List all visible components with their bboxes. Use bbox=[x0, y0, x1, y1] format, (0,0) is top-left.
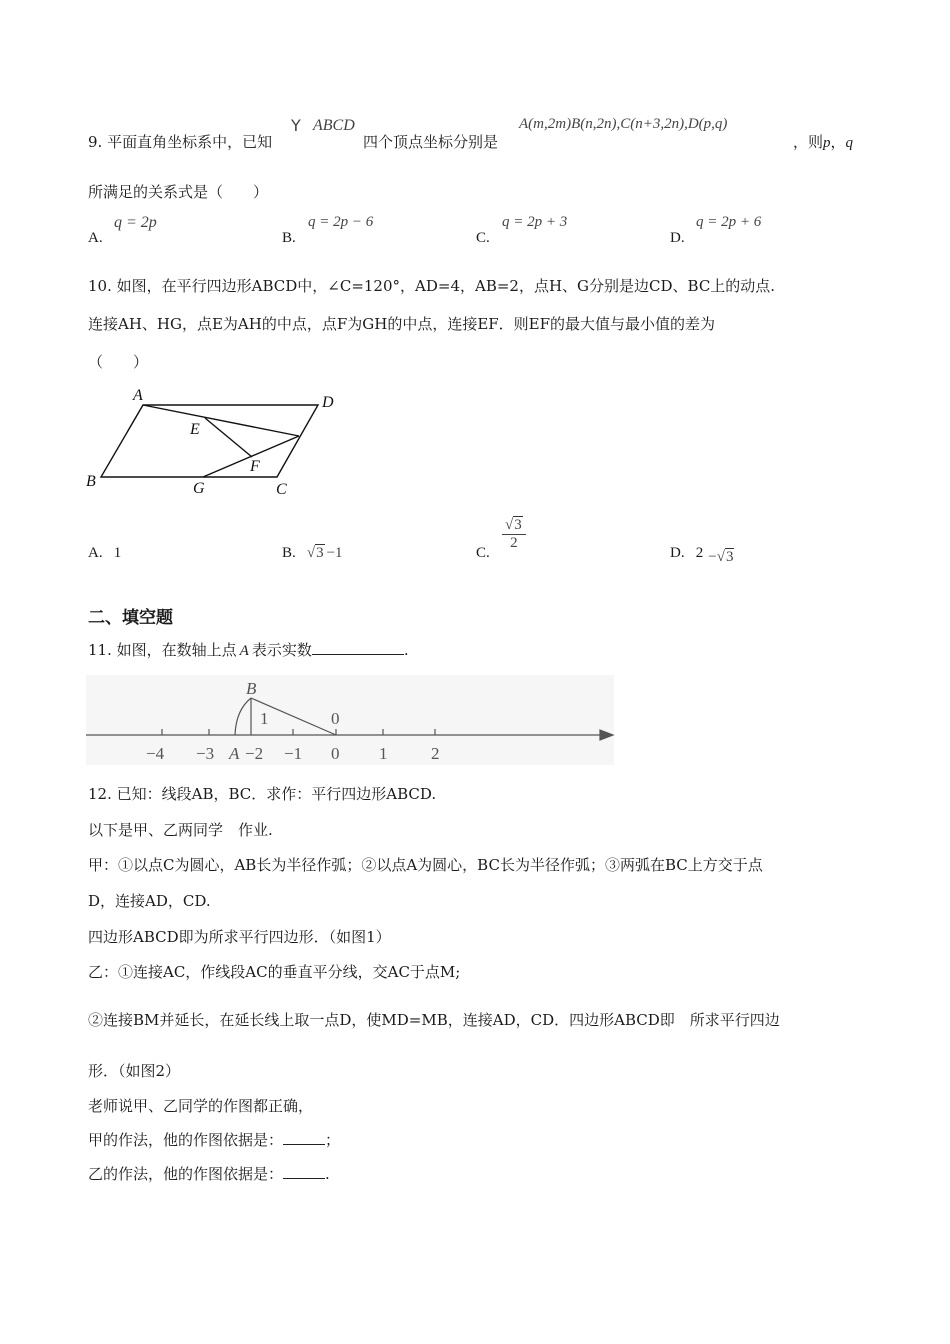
q12-line2: 以下是甲、乙两同学 作业. bbox=[88, 821, 273, 839]
q9-option-b-label: B. bbox=[282, 230, 296, 246]
svg-text:−1: −1 bbox=[284, 744, 303, 763]
q12-line4: D，连接AD，CD. bbox=[88, 892, 211, 910]
q11-line: 11. 如图，在数轴上点 A 表示实数 . bbox=[88, 641, 409, 659]
svg-text:−2: −2 bbox=[245, 744, 264, 763]
svg-text:B: B bbox=[246, 679, 257, 698]
label-f: F bbox=[250, 458, 260, 475]
q12-line11: 乙的作法，他的作图依据是： . bbox=[88, 1165, 330, 1183]
q10-option-c-num-root: 3 bbox=[514, 517, 522, 533]
svg-text:−3: −3 bbox=[196, 744, 215, 763]
label-e: E bbox=[190, 421, 200, 438]
q9-option-a-value: q = 2p bbox=[114, 214, 157, 231]
svg-text:1: 1 bbox=[260, 709, 269, 728]
q10-line1-text: 如图，在平行四边形ABCD中，∠C=120°，AD=4，AB=2，点H、G分别是边CD、BC上的动点. bbox=[116, 277, 776, 295]
q10-option-d-prefix: 2 bbox=[695, 545, 704, 561]
q12-line1: 12. 已知：线段AB，BC．求作：平行四边形ABCD. bbox=[88, 785, 437, 803]
q10-option-a-value: 1 bbox=[113, 545, 122, 561]
q12-line7: ②连接BM并延长，在延长线上取一点D，使MD=MB，连接AD，CD．四边形ABCD即 所求平行四边 bbox=[88, 1011, 780, 1029]
svg-text:−4: −4 bbox=[146, 744, 165, 763]
label-b: B bbox=[86, 473, 96, 490]
q10-option-b-suffix: −1 bbox=[326, 545, 343, 561]
q10-option-d-root: 3 bbox=[725, 549, 734, 565]
q9-var-p: p bbox=[823, 135, 831, 151]
q9-number: 9. bbox=[88, 133, 103, 151]
q10-option-d-label: D. bbox=[670, 545, 685, 561]
q9-shape-name: ABCD bbox=[313, 117, 355, 134]
q10-option-b[interactable]: B. √3 −1 bbox=[282, 545, 343, 561]
q9-text-part1: 平面直角坐标系中，已知 bbox=[107, 133, 273, 151]
section-2-title: 二、填空题 bbox=[88, 608, 173, 628]
q9-option-c-value: q = 2p + 3 bbox=[502, 214, 568, 230]
q9-option-c-label: C. bbox=[476, 230, 490, 246]
q10-option-c-label: C. bbox=[476, 545, 490, 561]
q9-coordinates: A(m,2m)B(n,2n),C(n+3,2n),D(p,q) bbox=[519, 116, 728, 132]
q10-option-a-label: A. bbox=[88, 545, 103, 561]
q12-answer-blank-jia[interactable] bbox=[283, 1130, 325, 1145]
q10-option-b-root: 3 bbox=[316, 545, 324, 561]
q9-var-q: q bbox=[845, 135, 854, 151]
q9-option-a-label: A. bbox=[88, 230, 103, 246]
q10-option-c-fraction: $\frac{√3}{2}$ bbox=[502, 517, 526, 552]
q10-line3: （ ） bbox=[88, 353, 149, 371]
q9-parallelogram-symbol: Y bbox=[291, 116, 301, 135]
label-a: A bbox=[133, 387, 143, 404]
q9-text-part3: ，则p，q bbox=[793, 133, 854, 151]
q11-number: 11. bbox=[88, 641, 112, 659]
q12-line9: 老师说甲、乙同学的作图都正确， bbox=[88, 1097, 314, 1115]
label-d: D bbox=[322, 394, 334, 411]
svg-text:A: A bbox=[229, 744, 240, 763]
svg-text:0: 0 bbox=[331, 709, 340, 728]
q12-line5: 四边形ABCD即为所求平行四边形．（如图1） bbox=[88, 928, 391, 946]
q10-number: 10. bbox=[88, 277, 112, 295]
q12-line10: 甲的作法，他的作图依据是： ； bbox=[88, 1131, 341, 1149]
q9-line2: 所满足的关系式是（ ） bbox=[88, 183, 269, 201]
svg-text:2: 2 bbox=[431, 744, 440, 763]
svg-text:1: 1 bbox=[379, 744, 388, 763]
q12-answer-blank-yi[interactable] bbox=[283, 1164, 325, 1179]
svg-text:0: 0 bbox=[331, 744, 340, 763]
label-g: G bbox=[193, 480, 205, 497]
q12-line6: 乙：①连接AC，作线段AC的垂直平分线，交AC于点M; bbox=[88, 963, 461, 981]
q9-option-b-value: q = 2p − 6 bbox=[308, 214, 374, 230]
q10-line2: 连接AH、HG，点E为AH的中点，点F为GH的中点，连接EF．则EF的最大值与最小值的差为 bbox=[88, 315, 716, 333]
q10-option-d[interactable]: D. 2 −√3 bbox=[670, 545, 734, 565]
label-c: C bbox=[276, 481, 287, 498]
q9-text-part2: 四个顶点坐标分别是 bbox=[363, 133, 499, 151]
q12-line8: 形．（如图2） bbox=[88, 1062, 181, 1080]
q10-option-c-den: 2 bbox=[510, 535, 518, 551]
q12-line3: 甲：①以点C为圆心，AB长为半径作弧；②以点A为圆心，BC长为半径作弧；③两弧在BC上方交于点 bbox=[88, 856, 763, 874]
q9-option-d-label: D. bbox=[670, 230, 685, 246]
q9-option-d-value: q = 2p + 6 bbox=[696, 214, 762, 230]
q10-option-b-label: B. bbox=[282, 545, 296, 561]
q12-number: 12. bbox=[88, 785, 112, 803]
